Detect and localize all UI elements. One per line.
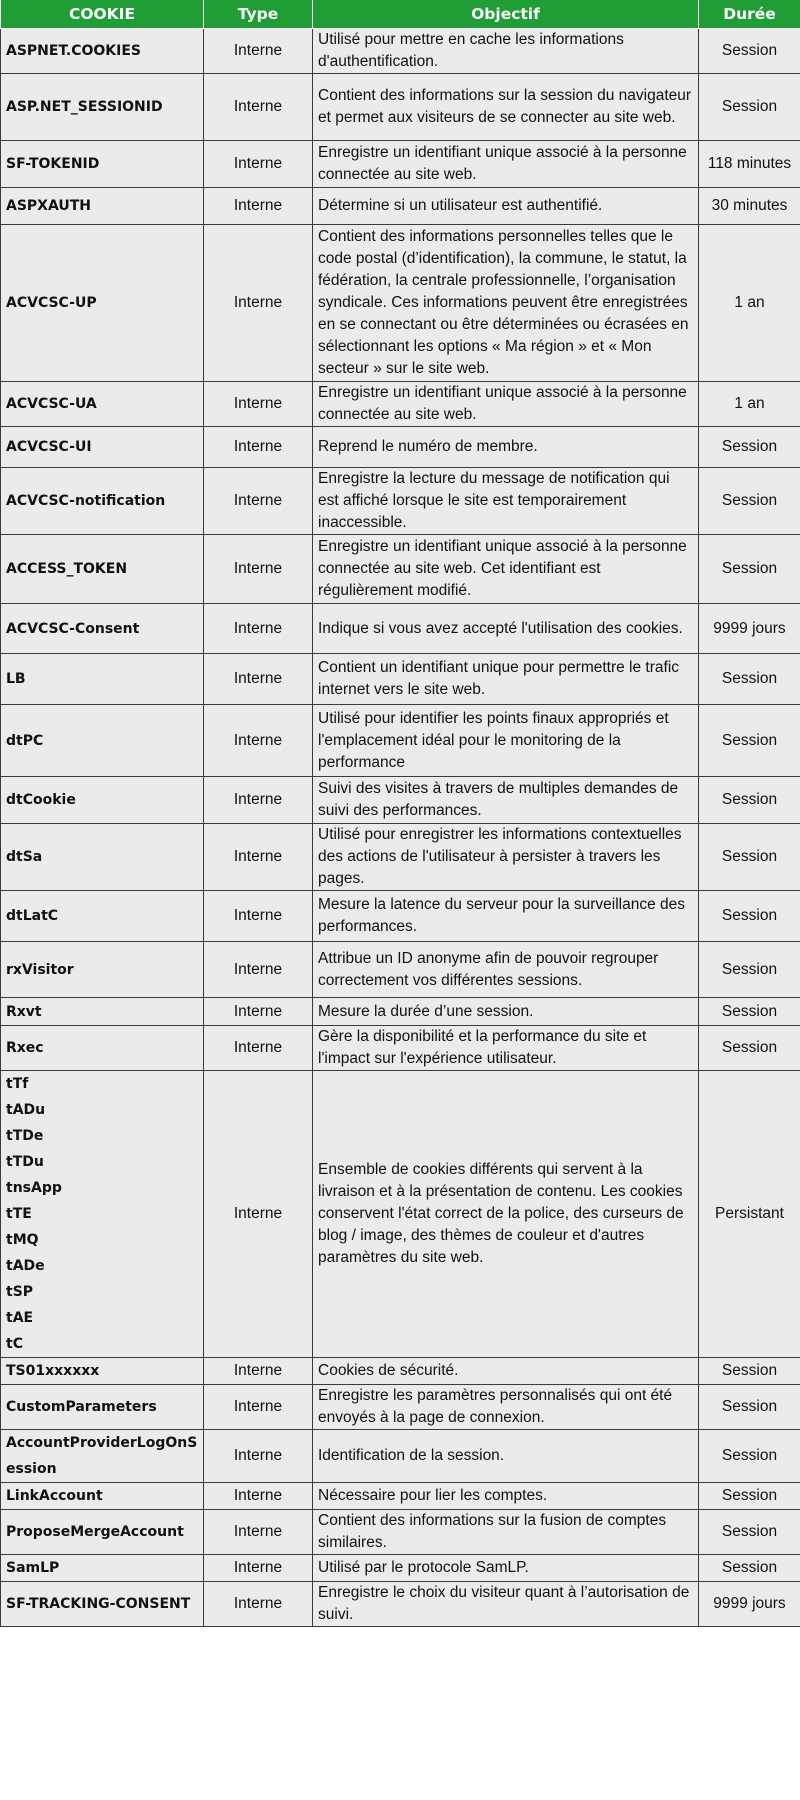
cookie-objective-cell: Contient des informations sur la session du navigateur et permet aux visiteurs de se connecter au site web. <box>313 74 699 141</box>
cookie-name: ACVCSC-UA <box>6 396 97 412</box>
table-row <box>1 824 800 891</box>
cookie-duration-cell: Session <box>699 1483 800 1510</box>
cookie-objective-cell: Suivi des visites à travers de multiples demandes de suivi des performances. <box>313 777 699 824</box>
header-objective: Objectif <box>313 0 699 29</box>
cookie-name: ASPNET.COOKIES <box>6 43 141 59</box>
cookie-duration-cell: 1 an <box>699 225 800 382</box>
cookie-name-cell <box>1 427 204 468</box>
cookie-objective-cell: Utilisé pour identifier les points finaux appropriés et l'emplacement idéal pour le monitoring de la performance <box>313 705 699 777</box>
cookie-duration-cell: Session <box>699 998 800 1026</box>
cookie-name: dtSa <box>6 849 43 865</box>
table-row <box>1 141 800 188</box>
cookie-objective-cell: Identification de la session. <box>313 1430 699 1483</box>
cookie-objective-cell: Attribue un ID anonyme afin de pouvoir regrouper correctement vos différentes sessions. <box>313 942 699 998</box>
cookie-name-cell <box>1 1026 204 1071</box>
cookie-objective-cell: Contient des informations sur la fusion de comptes similaires. <box>313 1510 699 1555</box>
cookie-objective-cell: Reprend le numéro de membre. <box>313 427 699 468</box>
table-row <box>1 468 800 535</box>
cookie-name: tnsApp <box>6 1180 62 1196</box>
cookie-name-cell <box>1 1582 204 1627</box>
cookie-name: tMQ <box>6 1232 39 1248</box>
cookie-objective-cell: Utilisé pour mettre en cache les informations d'authentification. <box>313 29 699 74</box>
cookie-objective-cell: Enregistre un identifiant unique associé à la personne connectée au site web. Cet identifiant est régulièrement modifié. <box>313 535 699 604</box>
cookie-name: Rxvt <box>6 1003 42 1020</box>
cookie-type-cell: Interne <box>204 74 313 141</box>
table-row <box>1 998 800 1026</box>
table-row <box>1 1510 800 1555</box>
cookie-name: ASP.NET_SESSIONID <box>6 99 163 115</box>
cookie-name-cell <box>1 1385 204 1430</box>
cookie-objective-cell: Enregistre la lecture du message de notification qui est affiché lorsque le site est temporairement inaccessible. <box>313 468 699 535</box>
table-row <box>1 1483 800 1510</box>
cookie-type-cell: Interne <box>204 777 313 824</box>
cookie-duration-cell: Session <box>699 1555 800 1582</box>
cookie-name-cell <box>1 705 204 777</box>
cookie-name: TS01xxxxxx <box>6 1363 100 1379</box>
cookie-name: tTf <box>6 1076 29 1092</box>
cookie-name: tSP <box>6 1284 34 1300</box>
cookie-name-cell <box>1 891 204 942</box>
cookie-name-cell <box>1 777 204 824</box>
cookie-name: dtLatC <box>6 908 59 924</box>
cookie-duration-cell: Session <box>699 824 800 891</box>
cookie-name: LB <box>6 671 26 687</box>
cookie-type-cell: Interne <box>204 188 313 225</box>
cookie-objective-cell: Indique si vous avez accepté l'utilisation des cookies. <box>313 604 699 654</box>
cookie-duration-cell: 1 an <box>699 382 800 427</box>
cookie-duration-cell: Session <box>699 654 800 705</box>
table-row <box>1 1026 800 1071</box>
cookie-objective-cell: Détermine si un utilisateur est authentifié. <box>313 188 699 225</box>
cookie-objective-cell: Nécessaire pour lier les comptes. <box>313 1483 699 1510</box>
cookie-name-cell <box>1 1555 204 1582</box>
cookie-type-cell: Interne <box>204 382 313 427</box>
cookie-type-cell: Interne <box>204 824 313 891</box>
table-row <box>1 654 800 705</box>
table-row <box>1 1071 800 1358</box>
cookie-type-cell: Interne <box>204 535 313 604</box>
cookie-name: Rxec <box>6 1040 44 1056</box>
cookie-duration-cell: Session <box>699 1026 800 1071</box>
header-cookie: COOKIE <box>1 0 204 29</box>
cookie-name: tC <box>6 1336 23 1352</box>
table-row <box>1 535 800 604</box>
cookie-objective-cell: Gère la disponibilité et la performance du site et l'impact sur l'expérience utilisateur. <box>313 1026 699 1071</box>
cookie-name: AccountProviderLogOnSession <box>6 1435 198 1477</box>
cookie-type-cell: Interne <box>204 1430 313 1483</box>
cookie-type-cell: Interne <box>204 1385 313 1430</box>
cookie-duration-cell: Session <box>699 891 800 942</box>
cookie-name-cell <box>1 1483 204 1510</box>
cookie-objective-cell: Contient des informations personnelles telles que le code postal (d’identification), la commune, le statut, la fédération, la centrale professionnelle, l’organisation syndicale. Ces informations peuvent être enregistrées en se connectant ou être déterminées ou écrasées en sélectionnant les options « Ma région » et « Mon secteur » sur le site web. <box>313 225 699 382</box>
cookie-name-cell <box>1 604 204 654</box>
cookie-name-cell <box>1 468 204 535</box>
cookie-name: ACVCSC-UP <box>6 295 97 311</box>
cookie-name: SamLP <box>6 1560 60 1576</box>
header-type: Type <box>204 0 313 29</box>
cookie-name: tADe <box>6 1258 45 1274</box>
table-row <box>1 891 800 942</box>
cookie-duration-cell: Session <box>699 942 800 998</box>
cookie-name: ACVCSC-notification <box>6 493 166 509</box>
cookie-type-cell: Interne <box>204 891 313 942</box>
table-body <box>1 29 800 1627</box>
cookie-type-cell: Interne <box>204 654 313 705</box>
cookie-objective-cell: Contient un identifiant unique pour permettre le trafic internet vers le site web. <box>313 654 699 705</box>
cookie-type-cell: Interne <box>204 225 313 382</box>
cookie-name: CustomParameters <box>6 1399 157 1415</box>
cookie-type-cell: Interne <box>204 1358 313 1385</box>
table-header <box>1 0 800 29</box>
cookie-duration-cell: Session <box>699 705 800 777</box>
table-row <box>1 1582 800 1627</box>
cookie-name-cell <box>1 824 204 891</box>
cookie-duration-cell: Session <box>699 535 800 604</box>
cookie-name-cell <box>1 74 204 141</box>
cookie-duration-cell: Session <box>699 1385 800 1430</box>
table-row <box>1 188 800 225</box>
cookie-name-cell <box>1 942 204 998</box>
cookie-name: dtPC <box>6 732 44 749</box>
cookie-objective-cell: Enregistre un identifiant unique associé à la personne connectée au site web. <box>313 382 699 427</box>
cookie-name: tTDe <box>6 1128 44 1144</box>
cookie-name-cell <box>1 141 204 188</box>
table-row <box>1 1555 800 1582</box>
table-row <box>1 604 800 654</box>
cookie-name-cell <box>1 382 204 427</box>
cookie-name-cell <box>1 1510 204 1555</box>
cookie-duration-cell: Persistant <box>699 1071 800 1358</box>
table-row <box>1 427 800 468</box>
cookie-type-cell: Interne <box>204 468 313 535</box>
table-row <box>1 942 800 998</box>
cookie-objective-cell: Cookies de sécurité. <box>313 1358 699 1385</box>
cookie-name: rxVisitor <box>6 961 74 978</box>
cookie-name: dtCookie <box>6 792 76 808</box>
cookie-duration-cell: Session <box>699 1358 800 1385</box>
cookie-name: SF-TOKENID <box>6 156 100 172</box>
table-row <box>1 1358 800 1385</box>
table-row <box>1 225 800 382</box>
cookie-objective-cell: Mesure la latence du serveur pour la surveillance des performances. <box>313 891 699 942</box>
cookie-duration-cell: 118 minutes <box>699 141 800 188</box>
cookie-duration-cell: Session <box>699 29 800 74</box>
cookie-objective-cell: Enregistre un identifiant unique associé à la personne connectée au site web. <box>313 141 699 188</box>
cookie-objective-cell: Utilisé par le protocole SamLP. <box>313 1555 699 1582</box>
cookie-name: SF-TRACKING-CONSENT <box>6 1596 191 1612</box>
cookie-type-cell: Interne <box>204 705 313 777</box>
cookie-name: tTE <box>6 1206 32 1222</box>
cookie-type-cell: Interne <box>204 1582 313 1627</box>
cookie-duration-cell: 9999 jours <box>699 1582 800 1627</box>
cookie-name: ASPXAUTH <box>6 198 92 214</box>
cookie-type-cell: Interne <box>204 1071 313 1358</box>
cookie-objective-cell: Enregistre les paramètres personnalisés qui ont été envoyés à la page de connexion. <box>313 1385 699 1430</box>
cookie-name: tADu <box>6 1102 46 1118</box>
cookie-type-cell: Interne <box>204 1026 313 1071</box>
cookie-name: LinkAccount <box>6 1488 103 1504</box>
cookie-duration-cell: Session <box>699 427 800 468</box>
cookie-type-cell: Interne <box>204 427 313 468</box>
cookie-name: tTDu <box>6 1154 44 1170</box>
header-row <box>1 0 800 29</box>
cookie-name: tAE <box>6 1310 34 1326</box>
cookie-name: ACVCSC-UI <box>6 439 92 455</box>
cookie-duration-cell: Session <box>699 777 800 824</box>
cookie-type-cell: Interne <box>204 1510 313 1555</box>
cookie-name-cell <box>1 225 204 382</box>
cookie-duration-cell: 9999 jours <box>699 604 800 654</box>
cookie-name-cell <box>1 29 204 74</box>
cookie-name-cell <box>1 535 204 604</box>
cookie-name-cell <box>1 998 204 1026</box>
table-row <box>1 1430 800 1483</box>
table-row <box>1 74 800 141</box>
table-row <box>1 777 800 824</box>
cookie-objective-cell: Mesure la durée d’une session. <box>313 998 699 1026</box>
cookie-objective-cell: Ensemble de cookies différents qui servent à la livraison et à la présentation de contenu. Les cookies conservent l'état correct de la police, des curseurs de blog / image, des thèmes de couleur et d'autres paramètres du site web. <box>313 1071 699 1358</box>
cookie-duration-cell: Session <box>699 74 800 141</box>
cookie-duration-cell: 30 minutes <box>699 188 800 225</box>
cookie-name-cell <box>1 1071 204 1358</box>
cookie-name: ACCESS_TOKEN <box>6 561 128 577</box>
cookie-type-cell: Interne <box>204 1483 313 1510</box>
cookie-name-cell <box>1 188 204 225</box>
cookie-type-cell: Interne <box>204 604 313 654</box>
cookie-type-cell: Interne <box>204 29 313 74</box>
table-row <box>1 705 800 777</box>
table-row <box>1 1385 800 1430</box>
cookie-objective-cell: Utilisé pour enregistrer les informations contextuelles des actions de l'utilisateur à persister à travers les pages. <box>313 824 699 891</box>
cookie-type-cell: Interne <box>204 141 313 188</box>
cookie-duration-cell: Session <box>699 1430 800 1483</box>
cookie-name-cell <box>1 1358 204 1385</box>
cookie-name-cell <box>1 654 204 705</box>
cookie-duration-cell: Session <box>699 468 800 535</box>
cookie-type-cell: Interne <box>204 1555 313 1582</box>
cookie-duration-cell: Session <box>699 1510 800 1555</box>
cookie-objective-cell: Enregistre le choix du visiteur quant à l’autorisation de suivi. <box>313 1582 699 1627</box>
cookie-name: ACVCSC-Consent <box>6 620 140 637</box>
header-duration: Durée <box>699 0 800 29</box>
cookie-name: ProposeMergeAccount <box>6 1524 184 1540</box>
cookie-type-cell: Interne <box>204 998 313 1026</box>
table-row <box>1 29 800 74</box>
table-row <box>1 382 800 427</box>
cookie-name-cell <box>1 1430 204 1483</box>
cookie-type-cell: Interne <box>204 942 313 998</box>
